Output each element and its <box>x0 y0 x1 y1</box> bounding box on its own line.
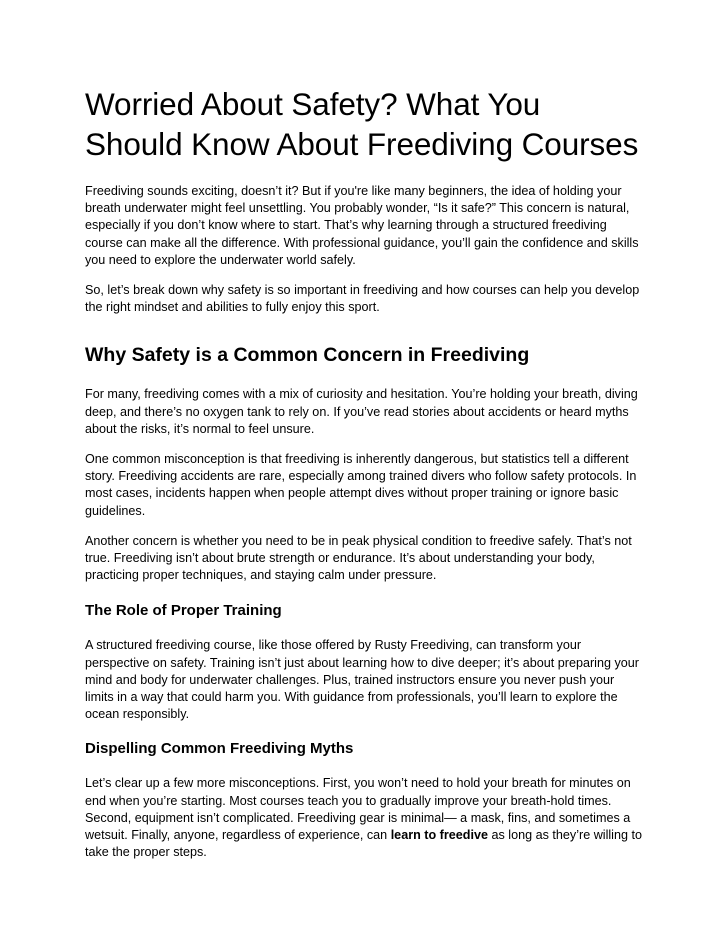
myths-paragraph-text-end: as long as they’re willing to take the proper steps. <box>85 828 642 860</box>
document-page <box>85 84 645 861</box>
proper-training-paragraph: A structured freediving course, like those offered by Rusty Freediving, can transform your perspective on safety. Training isn’t just about learning how to dive deeper; it’s about preparing your mind and body for underwater challenges. Plus, trained instructors ensure you never push your limits in a way that could harm you. With guidance from professionals, you’ll learn to explore the ocean responsibly. <box>85 638 639 722</box>
section-heading-myths: Dispelling Common Freediving Myths <box>85 740 354 758</box>
safety-concern-paragraph-2: One common misconception is that freediving is inherently dangerous, but statistics tell a different story. Freediving accidents are rare, especially among trained divers who follow safety protocols. In most cases, incidents happen when people attempt dives without proper training or ignore basic guidelines. <box>85 452 637 518</box>
myths-paragraph-text-start: Let’s clear up a few more misconceptions. First, you won’t need to hold your breath for minutes on end when you’re starting. Most courses teach you to gradually improve your breath-hold times. Second, equipment isn’t complicated. Freediving gear is minimal— a mask, fins, and sometimes a wetsuit. Finally, anyone, regardless of experience, can <box>85 776 631 843</box>
page-title <box>85 84 645 164</box>
learn-to-freedive-link[interactable]: learn to freedive <box>390 828 488 843</box>
page-title-line-2: Should Know About Freediving Courses <box>85 126 639 162</box>
safety-concern-paragraph-3: Another concern is whether you need to be in peak physical condition to freedive safely. That’s not true. Freediving isn’t about brute strength or endurance. It’s about understanding your body, practicing proper techniques, and staying calm under pressure. <box>85 533 632 583</box>
intro-paragraph-2: So, let’s break down why safety is so important in freediving and how courses can help you develop the right mindset and abilities to fully enjoy this sport. <box>85 283 640 315</box>
myths-paragraph <box>85 775 645 861</box>
section-heading-proper-training: The Role of Proper Training <box>85 602 282 620</box>
section-heading-safety-concern: Why Safety is a Common Concern in Freediving <box>85 344 530 367</box>
page-title-line-1: Worried About Safety? What You <box>85 86 541 122</box>
safety-concern-paragraph-1: For many, freediving comes with a mix of curiosity and hesitation. You’re holding your breath, diving deep, and there’s no oxygen tank to rely on. If you’ve read stories about accidents or heard myths about the risks, it’s normal to feel unsure. <box>85 387 638 436</box>
intro-paragraph-1: Freediving sounds exciting, doesn’t it? But if you're like many beginners, the idea of holding your breath underwater might feel unsettling. You probably wonder, “Is it safe?” This concern is natural, especially if you don’t know where to start. That’s why learning through a structured freediving course can make all the difference. With professional guidance, you’ll gain the confidence and skills you need to explore the underwater world safely. <box>85 184 639 267</box>
